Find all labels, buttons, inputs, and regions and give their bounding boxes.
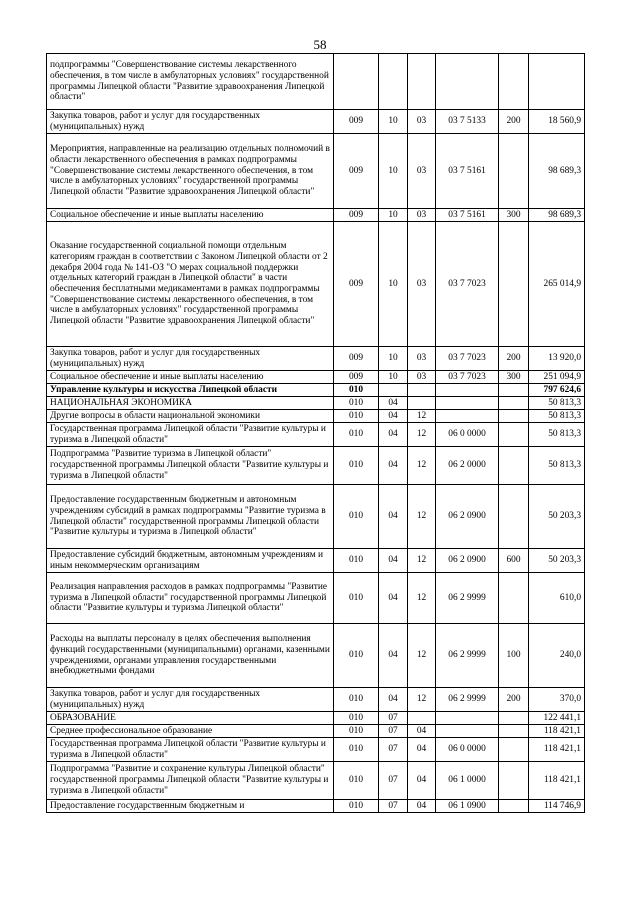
expense-type-code-cell xyxy=(499,423,529,447)
amount-cell: 265 014,9 xyxy=(529,222,585,347)
table-row xyxy=(47,573,585,624)
expense-name-cell: Закупка товаров, работ и услуг для государственных (муниципальных) нужд xyxy=(47,347,334,371)
ministry-code-cell: 010 xyxy=(334,410,379,423)
subsection-code-cell: 12 xyxy=(408,624,436,688)
section-code-cell: 10 xyxy=(379,347,408,371)
subsection-code-cell xyxy=(408,384,436,397)
expense-name-cell: Среднее профессиональное образование xyxy=(47,725,334,738)
subsection-code-cell: 04 xyxy=(408,738,436,762)
amount-cell: 370,0 xyxy=(529,688,585,712)
expense-name-cell: Расходы на выплаты персоналу в целях обеспечения выполнения функций государственными (муниципальными) органами, казенными учреждениями, органами управления государственными внебюджетными фондами xyxy=(47,624,334,688)
amount-cell: 118 421,1 xyxy=(529,725,585,738)
section-code-cell: 07 xyxy=(379,762,408,800)
amount-cell: 610,0 xyxy=(529,573,585,624)
target-item-code-cell: 06 2 0000 xyxy=(436,447,499,485)
target-item-code-cell: 03 7 5161 xyxy=(436,134,499,209)
section-code-cell: 07 xyxy=(379,800,408,813)
section-code-cell: 04 xyxy=(379,624,408,688)
target-item-code-cell: 03 7 5161 xyxy=(436,209,499,222)
target-item-code-cell xyxy=(436,725,499,738)
section-code-cell: 10 xyxy=(379,134,408,209)
target-item-code-cell: 06 2 9999 xyxy=(436,573,499,624)
table-row xyxy=(47,347,585,371)
target-item-code-cell xyxy=(436,410,499,423)
table-row xyxy=(47,738,585,762)
expense-type-code-cell: 100 xyxy=(499,624,529,688)
table-row xyxy=(47,800,585,813)
table-row xyxy=(47,549,585,573)
expense-name-cell: Государственная программа Липецкой области "Развитие культуры и туризма в Липецкой области" xyxy=(47,738,334,762)
target-item-code-cell: 06 2 0900 xyxy=(436,485,499,549)
expense-name-cell: Социальное обеспечение и иные выплаты населению xyxy=(47,371,334,384)
amount-cell: 118 421,1 xyxy=(529,762,585,800)
expense-type-code-cell: 600 xyxy=(499,549,529,573)
ministry-code-cell: 009 xyxy=(334,347,379,371)
expense-type-code-cell xyxy=(499,738,529,762)
expense-name-cell: Подпрограмма "Развитие и сохранение культуры Липецкой области" государственной программы Липецкой области "Развитие культуры и туризма в Липецкой области" xyxy=(47,762,334,800)
budget-table-body xyxy=(47,54,585,813)
expense-type-code-cell xyxy=(499,800,529,813)
table-row xyxy=(47,384,585,397)
ministry-code-cell: 010 xyxy=(334,725,379,738)
ministry-code-cell: 010 xyxy=(334,423,379,447)
subsection-code-cell: 03 xyxy=(408,209,436,222)
amount-cell: 50 203,3 xyxy=(529,549,585,573)
subsection-code-cell: 03 xyxy=(408,347,436,371)
subsection-code-cell: 04 xyxy=(408,762,436,800)
ministry-code-cell: 010 xyxy=(334,573,379,624)
expense-name-cell: Социальное обеспечение и иные выплаты населению xyxy=(47,209,334,222)
section-code-cell: 10 xyxy=(379,371,408,384)
section-code-cell: 04 xyxy=(379,447,408,485)
expense-name-cell: Предоставление государственным бюджетным и автономным учреждениям субсидий в рамках подпрограммы "Развитие туризма в Липецкой области" государственной программы Липецкой области "Развитие культуры и туризма в Липецкой области" xyxy=(47,485,334,549)
amount-cell xyxy=(529,54,585,110)
amount-cell: 98 689,3 xyxy=(529,209,585,222)
expense-name-cell: Подпрограмма "Развитие туризма в Липецкой области" государственной программы Липецкой области "Развитие культуры и туризма в Липецкой области" xyxy=(47,447,334,485)
expense-name-cell: Закупка товаров, работ и услуг для государственных (муниципальных) нужд xyxy=(47,688,334,712)
expense-name-cell: ОБРАЗОВАНИЕ xyxy=(47,712,334,725)
table-row xyxy=(47,447,585,485)
subsection-code-cell: 12 xyxy=(408,688,436,712)
expense-type-code-cell xyxy=(499,573,529,624)
section-code-cell: 04 xyxy=(379,397,408,410)
target-item-code-cell: 06 0 0000 xyxy=(436,738,499,762)
ministry-code-cell: 009 xyxy=(334,209,379,222)
table-row xyxy=(47,222,585,347)
expense-type-code-cell xyxy=(499,222,529,347)
target-item-code-cell xyxy=(436,712,499,725)
section-code-cell xyxy=(379,54,408,110)
amount-cell: 118 421,1 xyxy=(529,738,585,762)
section-code-cell: 04 xyxy=(379,549,408,573)
table-row xyxy=(47,712,585,725)
ministry-code-cell: 010 xyxy=(334,549,379,573)
expense-type-code-cell xyxy=(499,54,529,110)
expense-name-cell: Реализация направления расходов в рамках подпрограммы "Развитие туризма в Липецкой области" государственной программы Липецкой области "Развитие культуры и туризма Липецкой области" xyxy=(47,573,334,624)
ministry-code-cell: 010 xyxy=(334,800,379,813)
expense-type-code-cell xyxy=(499,485,529,549)
target-item-code-cell: 06 1 0000 xyxy=(436,762,499,800)
table-row xyxy=(47,423,585,447)
expense-type-code-cell xyxy=(499,712,529,725)
target-item-code-cell: 03 7 5133 xyxy=(436,110,499,134)
section-code-cell: 04 xyxy=(379,423,408,447)
subsection-code-cell: 03 xyxy=(408,371,436,384)
expense-type-code-cell xyxy=(499,410,529,423)
subsection-code-cell: 03 xyxy=(408,222,436,347)
ministry-code-cell: 010 xyxy=(334,624,379,688)
section-code-cell: 04 xyxy=(379,410,408,423)
table-row xyxy=(47,762,585,800)
subsection-code-cell: 12 xyxy=(408,410,436,423)
section-code-cell: 04 xyxy=(379,688,408,712)
amount-cell: 50 203,3 xyxy=(529,485,585,549)
expense-type-code-cell: 300 xyxy=(499,209,529,222)
expense-name-cell: Другие вопросы в области национальной экономики xyxy=(47,410,334,423)
table-row xyxy=(47,110,585,134)
expense-type-code-cell xyxy=(499,397,529,410)
expense-name-cell: Оказание государственной социальной помощи отдельным категориям граждан в соответствии с Законом Липецкой области от 2 декабря 2004 года № 141-ОЗ "О мерах социальной поддержки отдельных категорий граждан в Липецкой области" в части обеспечения бесплатными медикаментами в рамках подпрограммы "Совершенствование системы лекарственного обеспечения, в том числе в амбулаторных условиях" государственной программы Липецкой области "Развитие здравоохранения Липецкой области" xyxy=(47,222,334,347)
expense-type-code-cell xyxy=(499,447,529,485)
subsection-code-cell xyxy=(408,712,436,725)
section-code-cell: 07 xyxy=(379,725,408,738)
expense-type-code-cell: 300 xyxy=(499,371,529,384)
section-code-cell: 10 xyxy=(379,222,408,347)
target-item-code-cell: 06 2 9999 xyxy=(436,624,499,688)
target-item-code-cell xyxy=(436,54,499,110)
table-row xyxy=(47,54,585,110)
section-code-cell xyxy=(379,384,408,397)
table-row xyxy=(47,134,585,209)
table-row xyxy=(47,410,585,423)
expense-type-code-cell xyxy=(499,725,529,738)
amount-cell: 50 813,3 xyxy=(529,423,585,447)
subsection-code-cell: 04 xyxy=(408,800,436,813)
subsection-code-cell xyxy=(408,54,436,110)
section-code-cell: 04 xyxy=(379,573,408,624)
expense-type-code-cell xyxy=(499,762,529,800)
amount-cell: 18 560,9 xyxy=(529,110,585,134)
target-item-code-cell: 03 7 7023 xyxy=(436,347,499,371)
expense-name-cell: Предоставление субсидий бюджетным, автономным учреждениям и иным некоммерческим организациям xyxy=(47,549,334,573)
subsection-code-cell: 12 xyxy=(408,423,436,447)
ministry-code-cell: 010 xyxy=(334,384,379,397)
expense-type-code-cell xyxy=(499,134,529,209)
ministry-code-cell: 010 xyxy=(334,397,379,410)
subsection-code-cell: 03 xyxy=(408,134,436,209)
amount-cell: 122 441,1 xyxy=(529,712,585,725)
target-item-code-cell: 03 7 7023 xyxy=(436,371,499,384)
subsection-code-cell: 12 xyxy=(408,447,436,485)
ministry-code-cell: 009 xyxy=(334,110,379,134)
table-row xyxy=(47,688,585,712)
expense-name-cell: подпрограммы "Совершенствование системы лекарственного обеспечения, в том числе в амбулаторных условиях" государственной программы Липецкой области "Развитие здравоохранения Липецкой области" xyxy=(47,54,334,110)
expense-name-cell: Управление культуры и искусства Липецкой области xyxy=(47,384,334,397)
ministry-code-cell: 009 xyxy=(334,222,379,347)
subsection-code-cell: 12 xyxy=(408,485,436,549)
amount-cell: 13 920,0 xyxy=(529,347,585,371)
page-number: 58 xyxy=(313,37,327,52)
ministry-code-cell: 010 xyxy=(334,712,379,725)
expense-type-code-cell: 200 xyxy=(499,110,529,134)
ministry-code-cell: 010 xyxy=(334,762,379,800)
section-code-cell: 07 xyxy=(379,712,408,725)
table-row xyxy=(47,485,585,549)
expense-type-code-cell: 200 xyxy=(499,347,529,371)
ministry-code-cell xyxy=(334,54,379,110)
target-item-code-cell: 03 7 7023 xyxy=(436,222,499,347)
ministry-code-cell: 009 xyxy=(334,371,379,384)
target-item-code-cell: 06 1 0900 xyxy=(436,800,499,813)
table-row xyxy=(47,371,585,384)
subsection-code-cell: 04 xyxy=(408,725,436,738)
target-item-code-cell: 06 0 0000 xyxy=(436,423,499,447)
target-item-code-cell: 06 2 9999 xyxy=(436,688,499,712)
ministry-code-cell: 010 xyxy=(334,447,379,485)
section-code-cell: 04 xyxy=(379,485,408,549)
section-code-cell: 07 xyxy=(379,738,408,762)
expense-name-cell: Мероприятия, направленные на реализацию отдельных полномочий в области лекарственного обеспечения в рамках подпрограммы "Совершенствование системы лекарственного обеспечения, в том числе в амбулаторных условиях" государственной программы Липецкой области "Развитие здравоохранения Липецкой области" xyxy=(47,134,334,209)
amount-cell: 50 813,3 xyxy=(529,410,585,423)
section-code-cell: 10 xyxy=(379,110,408,134)
amount-cell: 98 689,3 xyxy=(529,134,585,209)
subsection-code-cell: 03 xyxy=(408,110,436,134)
table-row xyxy=(47,397,585,410)
table-row xyxy=(47,725,585,738)
amount-cell: 797 624,6 xyxy=(529,384,585,397)
expense-name-cell: Предоставление государственным бюджетным и xyxy=(47,800,334,813)
amount-cell: 240,0 xyxy=(529,624,585,688)
target-item-code-cell xyxy=(436,397,499,410)
ministry-code-cell: 009 xyxy=(334,134,379,209)
target-item-code-cell xyxy=(436,384,499,397)
subsection-code-cell: 12 xyxy=(408,573,436,624)
section-code-cell: 10 xyxy=(379,209,408,222)
target-item-code-cell: 06 2 0900 xyxy=(436,549,499,573)
amount-cell: 114 746,9 xyxy=(529,800,585,813)
amount-cell: 50 813,3 xyxy=(529,397,585,410)
expense-name-cell: Государственная программа Липецкой области "Развитие культуры и туризма в Липецкой области" xyxy=(47,423,334,447)
ministry-code-cell: 010 xyxy=(334,485,379,549)
budget-table xyxy=(46,53,585,813)
expense-type-code-cell: 200 xyxy=(499,688,529,712)
table-row xyxy=(47,624,585,688)
subsection-code-cell: 12 xyxy=(408,549,436,573)
expense-name-cell: НАЦИОНАЛЬНАЯ ЭКОНОМИКА xyxy=(47,397,334,410)
ministry-code-cell: 010 xyxy=(334,688,379,712)
ministry-code-cell: 010 xyxy=(334,738,379,762)
table-row xyxy=(47,209,585,222)
amount-cell: 251 094,9 xyxy=(529,371,585,384)
expense-name-cell: Закупка товаров, работ и услуг для государственных (муниципальных) нужд xyxy=(47,110,334,134)
amount-cell: 50 813,3 xyxy=(529,447,585,485)
expense-type-code-cell xyxy=(499,384,529,397)
subsection-code-cell xyxy=(408,397,436,410)
